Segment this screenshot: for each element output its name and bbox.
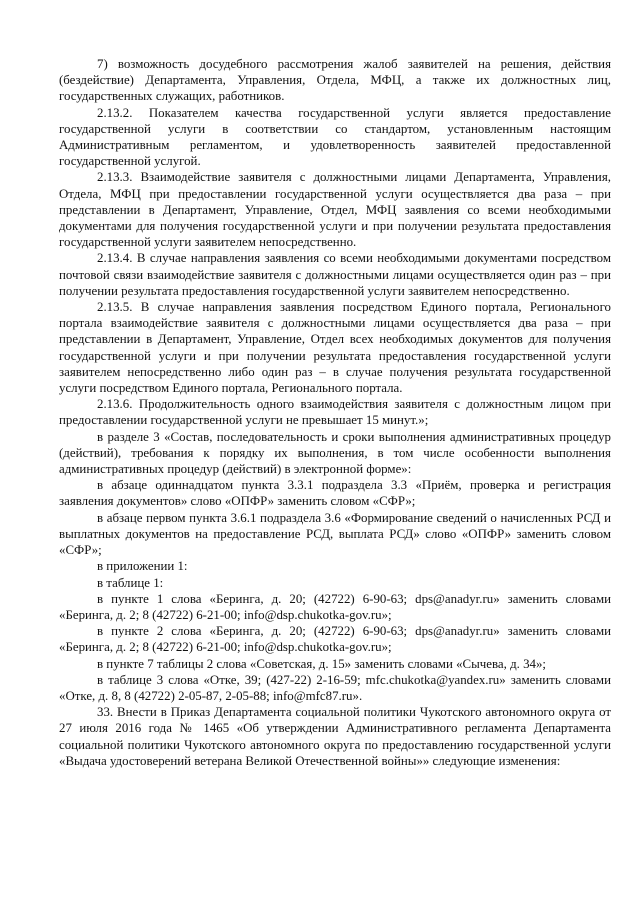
paragraph-3-3-1: в абзаце одиннадцатом пункта 3.3.1 подраздела 3.3 «Приём, проверка и регистрация заявления документов» слово «ОПФР» заменить словом «СФР»; — [59, 478, 611, 509]
paragraph-table-3: в таблице 3 слова «Отке, 39; (427-22) 2-16-59; mfc.chukotka@yandex.ru» заменить словами «Отке, д. 8, 8 (42722) 2-05-87, 2-05-88; info@mfc87.ru». — [59, 672, 611, 703]
paragraph-item-7: 7) возможность досудебного рассмотрения жалоб заявителей на решения, действия (бездействие) Департамента, Управления, Отдела, МФЦ, а также их должностных лиц, государственных служащих, работников. — [59, 57, 611, 104]
paragraph-3-6-1: в абзаце первом пункта 3.6.1 подраздела 3.6 «Формирование сведений о начисленных РСД и выплатных документов на предоставление РСД, выплата РСД» слово «ОПФР» заменить словом «СФР»; — [59, 510, 611, 558]
paragraph-2-13-5: 2.13.5. В случае направления заявления посредством Единого портала, Регионального портала взаимодействие заявителя с должностными лицами осуществляется два раза – при представлении в Департамент, Управление, Отдел всех необходимых документов для получения государственной услуги и при получении результата предоставления государственной услуги заявителем непосредственно либо один раз – в случае получения результата государственной услуги посредством Единого портала, Регионального портала. — [59, 300, 611, 396]
paragraph-point-1: в пункте 1 слова «Беринга, д. 20; (42722) 6-90-63; dps@anadyr.ru» заменить словами «Беринга, д. 2; 8 (42722) 6-21-00; info@dsp.chukotka-gov.ru»; — [59, 591, 611, 622]
paragraph-2-13-4: 2.13.4. В случае направления заявления со всеми необходимыми документами посредством почтовой связи взаимодействие заявителя с должностными лицами осуществляется один раз – при получении результата предоставления государственной услуги заявителем непосредственно. — [59, 251, 611, 298]
paragraph-point-7: в пункте 7 таблицы 2 слова «Советская, д. 15» заменить словами «Сычева, д. 34»; — [97, 656, 546, 671]
paragraph-2-13-2: 2.13.2. Показателем качества государственной услуги является предоставление государственной услуги в соответствии со стандартом, установленным настоящим Административным регламентом, и удовлетворенность заявителей предоставленной государственной услугой. — [59, 105, 611, 169]
paragraph-point-2: в пункте 2 слова «Беринга, д. 20; (42722) 6-90-63; dps@anadyr.ru» заменить словами «Беринга, д. 2; 8 (42722) 6-21-00; info@dsp.chukotka-gov.ru»; — [59, 624, 611, 655]
paragraph-item-33: 33. Внести в Приказ Департамента социальной политики Чукотского автономного округа от 27 июля 2016 года № 1465 «Об утверждении Административного регламента Департамента социальной политики Чукотского автономного округа по предоставлению государственной услуги «Выдача удостоверений ветерана Великой Отечественной войны»» следующие изменения: — [59, 705, 611, 768]
paragraph-table-1: в таблице 1: — [97, 575, 164, 590]
paragraph-section-3: в разделе 3 «Состав, последовательность и сроки выполнения административных процедур (действий), требования к порядку их выполнения, в том числе особенности выполнения административных процедур (действий) в электронной форме»: — [59, 429, 611, 477]
paragraph-appendix-1: в приложении 1: — [97, 559, 188, 574]
paragraph-2-13-6: 2.13.6. Продолжительность одного взаимодействия заявителя с должностным лицом при предоставлении государственной услуги не превышает 15 минут.»; — [59, 397, 611, 428]
paragraph-2-13-3: 2.13.3. Взаимодействие заявителя с должностными лицами Департамента, Управления, Отдела, МФЦ при предоставлении государственной услуги осуществляется два раза – при представлении в Департамент, Управление, Отдел, МФЦ заявления со всеми необходимыми документами для получения государственной услуги и при получении результата предоставления государственной услуги заявителем непосредственно. — [59, 170, 611, 250]
document-page — [59, 56, 611, 769]
